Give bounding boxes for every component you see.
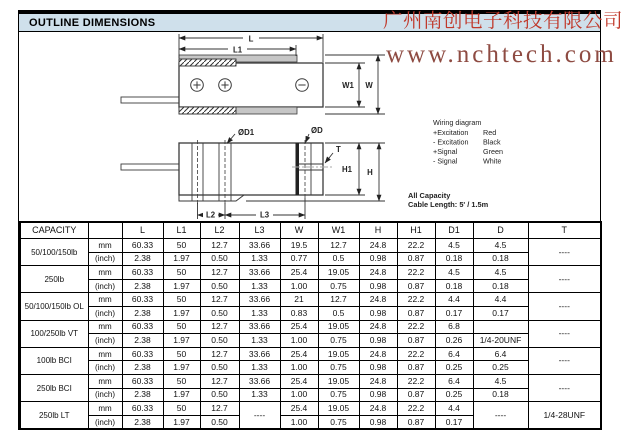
value-cell: 19.05 xyxy=(318,402,359,416)
value-cell: 2.38 xyxy=(122,388,163,402)
value-cell: 22.2 xyxy=(397,402,435,416)
value-cell: 22.2 xyxy=(397,239,435,253)
value-cell: 1.97 xyxy=(163,388,200,402)
value-cell: 60.33 xyxy=(122,347,163,361)
column-header: L xyxy=(122,222,163,239)
cable-note xyxy=(408,191,489,209)
value-cell: 0.5 xyxy=(318,306,359,320)
value-cell: 19.5 xyxy=(280,239,318,253)
capacity-cell: 100lb BCI xyxy=(20,347,88,374)
table-row-mm xyxy=(20,320,601,334)
value-cell: 2.38 xyxy=(122,252,163,266)
value-cell: 0.25 xyxy=(473,361,528,375)
unit-cell: (inch) xyxy=(88,334,122,348)
value-cell: 2.38 xyxy=(122,361,163,375)
value-cell: 50 xyxy=(163,347,200,361)
value-cell: 12.7 xyxy=(200,320,239,334)
value-cell: 22.2 xyxy=(397,320,435,334)
dim-label-l2: L2 xyxy=(205,210,216,220)
value-cell: 60.33 xyxy=(122,266,163,280)
thread-cell: ---- xyxy=(528,293,601,320)
value-cell: 1.33 xyxy=(239,279,280,293)
table-row-inch xyxy=(20,252,601,266)
value-cell: 33.66 xyxy=(239,374,280,388)
value-cell: 0.98 xyxy=(359,361,397,375)
value-cell: 0.17 xyxy=(473,306,528,320)
value-cell: 6.4 xyxy=(435,347,473,361)
value-cell: 50 xyxy=(163,239,200,253)
wiring-color: White xyxy=(483,156,502,166)
value-cell: 6.4 xyxy=(473,347,528,361)
column-header: D xyxy=(473,222,528,239)
value-cell: 0.98 xyxy=(359,306,397,320)
table-row-mm xyxy=(20,402,601,416)
value-cell: 2.38 xyxy=(122,334,163,348)
capacity-cell: 250lb BCI xyxy=(20,374,88,401)
table-row-inch xyxy=(20,361,601,375)
value-cell: 6.4 xyxy=(435,374,473,388)
table-row-mm xyxy=(20,266,601,280)
value-cell: 0.25 xyxy=(435,361,473,375)
value-cell: 50 xyxy=(163,293,200,307)
dim-label-l: L xyxy=(248,34,254,44)
value-cell: 0.50 xyxy=(200,334,239,348)
unit-cell: (inch) xyxy=(88,252,122,266)
value-cell: 0.18 xyxy=(473,388,528,402)
value-cell: 0.87 xyxy=(397,334,435,348)
value-cell: 0.17 xyxy=(435,306,473,320)
dim-label-w1: W1 xyxy=(342,81,354,90)
value-cell: 60.33 xyxy=(122,320,163,334)
table-row-mm xyxy=(20,293,601,307)
value-cell: 0.98 xyxy=(359,279,397,293)
value-cell: 0.77 xyxy=(280,252,318,266)
capacity-cell: 250lb LT xyxy=(20,402,88,430)
value-cell: 0.18 xyxy=(473,279,528,293)
capacity-cell: 250lb xyxy=(20,266,88,293)
unit-cell: mm xyxy=(88,402,122,416)
column-header: H xyxy=(359,222,397,239)
value-cell: 60.33 xyxy=(122,374,163,388)
wiring-title: Wiring diagram xyxy=(433,118,482,127)
value-cell: 0.50 xyxy=(200,361,239,375)
value-cell: 1.97 xyxy=(163,306,200,320)
value-cell: 21 xyxy=(280,293,318,307)
value-cell: 1.33 xyxy=(239,388,280,402)
value-cell: 25.4 xyxy=(280,320,318,334)
value-cell: 22.2 xyxy=(397,374,435,388)
value-cell: 0.87 xyxy=(397,361,435,375)
value-cell: 4.4 xyxy=(435,293,473,307)
value-cell: 12.7 xyxy=(318,239,359,253)
value-cell: ---- xyxy=(239,402,280,430)
value-cell: 0.98 xyxy=(359,252,397,266)
wiring-diagram xyxy=(433,118,503,166)
thread-cell: 1/4-28UNF xyxy=(528,402,601,430)
value-cell: 12.7 xyxy=(318,293,359,307)
unit-cell: mm xyxy=(88,266,122,280)
value-cell: 0.26 xyxy=(435,334,473,348)
value-cell: 1.97 xyxy=(163,361,200,375)
value-cell: 0.5 xyxy=(318,252,359,266)
thread-cell: ---- xyxy=(528,374,601,401)
dim-label-l1: L1 xyxy=(232,45,243,55)
dimensions-table xyxy=(19,221,602,430)
value-cell: 0.87 xyxy=(397,415,435,429)
unit-cell: (inch) xyxy=(88,361,122,375)
hatch-band-top xyxy=(179,59,236,66)
value-cell: 0.87 xyxy=(397,388,435,402)
wiring-label: +Signal xyxy=(433,147,458,156)
value-cell: 1.33 xyxy=(239,252,280,266)
value-cell: 19.05 xyxy=(318,347,359,361)
value-cell: 1.33 xyxy=(239,306,280,320)
column-header: T xyxy=(528,222,601,239)
wiring-label: - Excitation xyxy=(433,137,469,147)
unit-cell: (inch) xyxy=(88,388,122,402)
value-cell: 19.05 xyxy=(318,374,359,388)
column-header: CAPACITY xyxy=(20,222,88,239)
value-cell: 25.4 xyxy=(280,374,318,388)
wiring-color: Black xyxy=(483,137,501,147)
load-cell-top-view xyxy=(121,55,323,114)
value-cell: 24.8 xyxy=(359,239,397,253)
value-cell: 0.50 xyxy=(200,415,239,429)
dim-label-t: T xyxy=(336,145,341,154)
value-cell: 25.4 xyxy=(280,266,318,280)
column-header: L1 xyxy=(163,222,200,239)
value-cell: 0.25 xyxy=(435,388,473,402)
value-cell: 1.33 xyxy=(239,334,280,348)
plus-screw-icon xyxy=(191,79,204,92)
value-cell: 50 xyxy=(163,320,200,334)
value-cell: 0.18 xyxy=(473,252,528,266)
wiring-label: +Excitation xyxy=(433,128,469,137)
value-cell: 0.50 xyxy=(200,252,239,266)
value-cell: 0.75 xyxy=(318,415,359,429)
value-cell: 25.4 xyxy=(280,347,318,361)
column-header xyxy=(88,222,122,239)
value-cell: 22.2 xyxy=(397,293,435,307)
value-cell: 0.18 xyxy=(435,279,473,293)
value-cell: 0.50 xyxy=(200,279,239,293)
base-plate xyxy=(179,195,244,201)
capacity-cell: 50/100/150lb xyxy=(20,239,88,266)
value-cell: 33.66 xyxy=(239,266,280,280)
value-cell: 0.87 xyxy=(397,279,435,293)
wiring-color: Red xyxy=(483,128,497,137)
value-cell: 12.7 xyxy=(200,402,239,416)
value-cell: 24.8 xyxy=(359,266,397,280)
value-cell: 33.66 xyxy=(239,239,280,253)
value-cell: 4.5 xyxy=(435,266,473,280)
unit-cell: mm xyxy=(88,320,122,334)
value-cell: 0.83 xyxy=(280,306,318,320)
value-cell: 12.7 xyxy=(200,347,239,361)
value-cell: 24.8 xyxy=(359,347,397,361)
column-header: W1 xyxy=(318,222,359,239)
value-cell: 0.75 xyxy=(318,361,359,375)
capacity-cell: 50/100/150lb OL xyxy=(20,293,88,320)
dim-label-h1: H1 xyxy=(342,165,352,174)
value-cell: 2.38 xyxy=(122,279,163,293)
value-cell: 24.8 xyxy=(359,402,397,416)
value-cell: 0.50 xyxy=(200,388,239,402)
table-row-mm xyxy=(20,239,601,253)
value-cell: 1.00 xyxy=(280,415,318,429)
value-cell: 6.8 xyxy=(435,320,473,334)
value-cell: 1.00 xyxy=(280,279,318,293)
table-row-mm xyxy=(20,374,601,388)
datasheet-page xyxy=(18,10,601,430)
value-cell: 12.7 xyxy=(200,266,239,280)
value-cell: 33.66 xyxy=(239,293,280,307)
value-cell: 0.98 xyxy=(359,415,397,429)
value-cell: 60.33 xyxy=(122,293,163,307)
value-cell: 1.97 xyxy=(163,252,200,266)
plus-screw-icon xyxy=(219,79,232,92)
value-cell: 22.2 xyxy=(397,347,435,361)
value-cell: 1.97 xyxy=(163,279,200,293)
value-cell: 1.00 xyxy=(280,334,318,348)
value-cell: 0.87 xyxy=(397,306,435,320)
unit-cell: mm xyxy=(88,347,122,361)
column-header: W xyxy=(280,222,318,239)
hatch-band-bottom xyxy=(179,107,236,114)
value-cell: 0.87 xyxy=(397,252,435,266)
dim-label-l3: L3 xyxy=(259,210,270,220)
table-row-inch xyxy=(20,388,601,402)
table-row-inch xyxy=(20,279,601,293)
value-cell: 4.5 xyxy=(473,374,528,388)
column-header: L3 xyxy=(239,222,280,239)
value-cell: 50 xyxy=(163,374,200,388)
value-cell: 0.75 xyxy=(318,279,359,293)
value-cell xyxy=(473,320,528,334)
value-cell: 12.7 xyxy=(200,239,239,253)
value-cell: 24.8 xyxy=(359,293,397,307)
value-cell: 4.5 xyxy=(473,266,528,280)
thread-cell: ---- xyxy=(528,347,601,374)
watermark-company: 广州南创电子科技有限公司 xyxy=(383,10,624,32)
value-cell: 22.2 xyxy=(397,266,435,280)
value-cell: 4.4 xyxy=(435,402,473,416)
minus-screw-icon xyxy=(296,79,309,92)
column-header: D1 xyxy=(435,222,473,239)
column-header: L2 xyxy=(200,222,239,239)
table-row-inch xyxy=(20,334,601,348)
page-title: OUTLINE DIMENSIONS xyxy=(29,16,156,29)
value-cell: 24.8 xyxy=(359,320,397,334)
value-cell: 50 xyxy=(163,402,200,416)
capacity-cell: 100/250lb VT xyxy=(20,320,88,347)
unit-cell: (inch) xyxy=(88,306,122,320)
value-cell: 33.66 xyxy=(239,347,280,361)
table-row-mm xyxy=(20,347,601,361)
table-row-inch xyxy=(20,306,601,320)
value-cell: 0.98 xyxy=(359,334,397,348)
value-cell: 25.4 xyxy=(280,402,318,416)
value-cell: 1.33 xyxy=(239,361,280,375)
value-cell: 12.7 xyxy=(200,374,239,388)
value-cell: 1.97 xyxy=(163,334,200,348)
thread-cell: ---- xyxy=(528,266,601,293)
thread-cell: ---- xyxy=(528,239,601,266)
value-cell: 1.97 xyxy=(163,415,200,429)
value-cell: 1.00 xyxy=(280,388,318,402)
value-cell: 0.75 xyxy=(318,334,359,348)
value-cell: 60.33 xyxy=(122,239,163,253)
body-side-view xyxy=(179,143,323,195)
value-cell: 19.05 xyxy=(318,266,359,280)
dim-label-h: H xyxy=(367,168,373,177)
unit-cell: mm xyxy=(88,374,122,388)
cable-note-line2: Cable Length: 5' / 1.5m xyxy=(408,200,489,209)
wiring-color: Green xyxy=(483,147,503,156)
thread-cell: ---- xyxy=(528,320,601,347)
value-cell: 0.98 xyxy=(359,388,397,402)
value-cell: 4.4 xyxy=(473,293,528,307)
value-cell: 50 xyxy=(163,266,200,280)
value-cell: 0.18 xyxy=(435,252,473,266)
value-cell: 0.50 xyxy=(200,306,239,320)
value-cell: 1.00 xyxy=(280,361,318,375)
value-cell: ---- xyxy=(473,402,528,430)
watermark-website: www.nchtech.com xyxy=(386,41,617,68)
value-cell: 0.75 xyxy=(318,388,359,402)
dim-label-d1: ØD1 xyxy=(238,128,255,137)
value-cell: 4.5 xyxy=(473,239,528,253)
value-cell: 4.5 xyxy=(435,239,473,253)
unit-cell: (inch) xyxy=(88,415,122,429)
value-cell: 2.38 xyxy=(122,415,163,429)
cable-side-view xyxy=(121,164,180,170)
value-cell: 24.8 xyxy=(359,374,397,388)
value-cell: 19.05 xyxy=(318,320,359,334)
unit-cell: (inch) xyxy=(88,279,122,293)
value-cell: 60.33 xyxy=(122,402,163,416)
wiring-label: - Signal xyxy=(433,156,458,166)
load-cell-side-view xyxy=(121,140,333,204)
unit-cell: mm xyxy=(88,293,122,307)
value-cell: 2.38 xyxy=(122,306,163,320)
cable-top-view xyxy=(121,97,180,103)
unit-cell: mm xyxy=(88,239,122,253)
value-cell: 33.66 xyxy=(239,320,280,334)
dim-label-d: ØD xyxy=(311,126,323,135)
value-cell: 1/4-20UNF xyxy=(473,334,528,348)
value-cell: 12.7 xyxy=(200,293,239,307)
value-cell: 0.17 xyxy=(435,415,473,429)
cable-note-line1: All Capacity xyxy=(408,191,451,200)
dim-label-w: W xyxy=(365,81,373,90)
column-header: H1 xyxy=(397,222,435,239)
